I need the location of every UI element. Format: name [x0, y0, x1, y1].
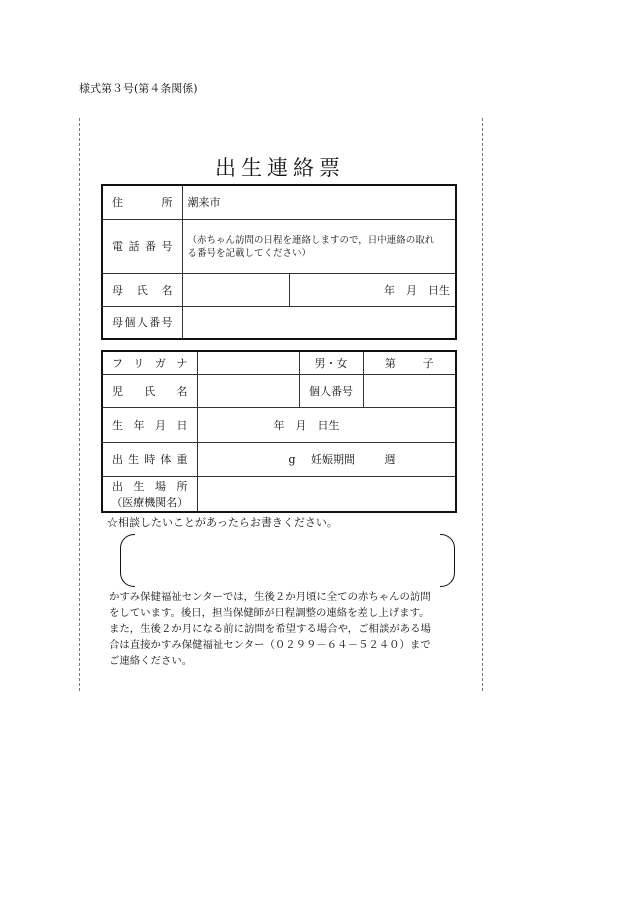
birthdate-value: 年 月 日生: [273, 418, 340, 432]
consultation-box-right[interactable]: [440, 534, 455, 587]
mother-id-field[interactable]: [182, 306, 456, 339]
mother-id-label: 母個人番号: [102, 306, 182, 339]
birth-weight-label: 出生時体重: [102, 442, 197, 476]
birth-order-dai: 第: [384, 356, 396, 370]
consultation-box-left[interactable]: [120, 534, 135, 587]
page-title: 出生連絡票: [215, 156, 345, 180]
birthplace-field[interactable]: [197, 476, 456, 512]
medical-institution-label: （医療機関名）: [111, 495, 189, 509]
personal-id-field[interactable]: [363, 374, 456, 407]
child-name-label: 児氏名: [102, 374, 197, 407]
consultation-label: ☆相談したいことがあったらお書きください。: [107, 516, 338, 529]
birth-weight-field[interactable]: [197, 442, 456, 476]
birthplace-label: 出生場所: [112, 479, 188, 493]
child-info-table: [101, 350, 457, 513]
gestation-label: 妊娠期間: [311, 453, 356, 466]
furigana-label: フリガナ: [102, 351, 197, 374]
mother-name-label: 母氏名: [102, 273, 182, 306]
address-field[interactable]: 潮来市: [182, 185, 456, 219]
birthdate-label: 生年月日: [102, 407, 197, 442]
address-label: 住所: [102, 185, 182, 219]
child-name-field[interactable]: [197, 374, 299, 407]
phone-note-line2: る番号を記載してください）: [187, 247, 312, 259]
left-cut-line: [79, 118, 80, 691]
personal-id-label: 個人番号: [299, 374, 363, 407]
weeks-unit: 週: [384, 453, 396, 466]
info-line: また，生後２か月になる前に訪問を希望する場合や，ご相談がある場: [109, 623, 431, 635]
phone-note-line1: （赤ちゃん訪問の日程を連絡しますので，日中連絡の取れ: [187, 234, 435, 246]
info-line: をしています。後日，担当保健師が日程調整の連絡を差し上げます。: [109, 607, 430, 619]
info-line: 合は直接かすみ保健福祉センター（０２９９－６４－５２４０）まで: [109, 639, 431, 651]
phone-field[interactable]: [182, 219, 456, 273]
phone-label: 電話番号: [102, 219, 182, 273]
birthdate-field[interactable]: [197, 407, 456, 442]
info-paragraph: [109, 589, 461, 669]
gender-field[interactable]: 男・女: [299, 351, 363, 374]
birth-order-field[interactable]: [363, 351, 456, 374]
mother-name-field[interactable]: [182, 273, 289, 306]
info-line: かすみ保健福祉センターでは，生後２か月頃に全ての赤ちゃんの訪問: [109, 591, 431, 603]
mother-birthdate-field[interactable]: 年 月 日生: [289, 273, 456, 306]
furigana-field[interactable]: [197, 351, 299, 374]
birthplace-label-cell: [102, 476, 197, 512]
weight-unit: g: [288, 453, 296, 466]
parent-info-table: [101, 184, 457, 340]
form-number: 様式第３号(第４条関係): [79, 82, 198, 95]
right-cut-line: [482, 118, 483, 691]
birth-order-ko: 子: [422, 356, 434, 370]
info-line: ご連絡ください。: [109, 655, 193, 667]
